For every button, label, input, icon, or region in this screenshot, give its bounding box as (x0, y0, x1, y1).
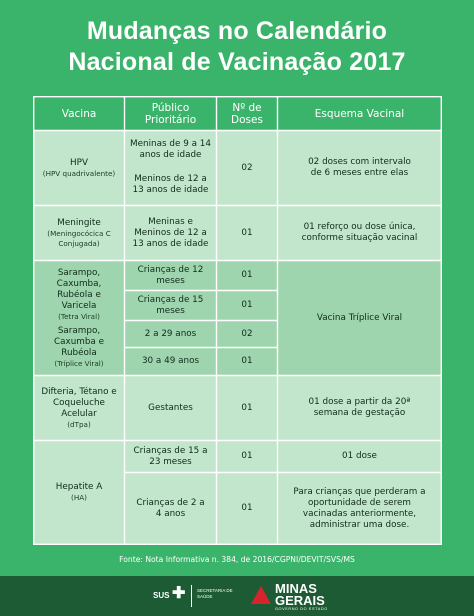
secretaria-logo: SECRETARIA DE SAÚDE (197, 588, 233, 599)
vacina-sub: (HA) (71, 493, 87, 503)
minas-logo (275, 583, 325, 607)
vacina-sub-triplice: (Tríplice Viral) (54, 358, 104, 368)
title-line-2: Nacional de Vacinação 2017 (68, 48, 406, 76)
vacina-triplice (34, 261, 124, 375)
vacina-sub: (Meningocócica C Conjugada) (47, 229, 111, 248)
doses-meningite: 01 (241, 227, 253, 238)
doses-triplice-row: 01 (241, 356, 253, 366)
publico-hpv-meninos: Meninos de 12 a 13 anos de idade (132, 174, 209, 195)
header-vacina: Vacina (61, 107, 97, 120)
esquema-triplice: Vacina Tríplice Viral (316, 312, 403, 323)
publico-triplice-row: 2 a 29 anos (144, 328, 197, 339)
vacina-sub: (dTpa) (67, 419, 91, 429)
doses-dtpa: 01 (241, 402, 253, 413)
minas-triangle-icon (250, 585, 272, 605)
minas-line-2: GERAIS (275, 593, 325, 608)
sus-logo: SUS (153, 591, 170, 600)
logo-divider (191, 585, 192, 607)
header-publico: Público Prioritário (144, 101, 197, 126)
vacina-name: Hepatite A (55, 482, 103, 493)
esquema-dtpa: 01 dose a partir da 20ª semana de gestação (308, 397, 411, 418)
source-note: Fonte: Nota Informativa n. 384, de 2016/CGPNI/DEVIT/SVS/MS (119, 555, 355, 564)
vacina-meningite (34, 206, 124, 260)
publico-hepatite-row: Crianças de 15 a 23 meses (133, 445, 208, 467)
header-doses: Nº de Doses (231, 101, 263, 126)
vacina-hpv (34, 131, 124, 205)
publico-hpv-meninas: Meninas de 9 a 14 anos de idade (130, 139, 211, 160)
logo-bar (0, 576, 474, 616)
vaccination-table (33, 96, 442, 545)
vacina-sub-tetra: (Tetra Viral) (58, 312, 100, 321)
publico-hepatite-row: Crianças de 2 a 4 anos (136, 497, 205, 519)
publico-meningite: Meninas e Meninos de 12 a 13 anos de idade (132, 216, 209, 249)
publico-triplice-row: Crianças de 12 meses (137, 264, 204, 286)
esquema-hepatite-row: Para crianças que perderam a oportunidade de serem vacinadas anteriormente, administrar uma dose. (293, 486, 426, 530)
esquema-meningite: 01 reforço ou dose única, conforme situação vacinal (301, 222, 418, 243)
doses-hepatite-row: 01 (241, 451, 253, 461)
esquema-hpv: 02 doses com intervalo de 6 meses entre elas (308, 157, 411, 178)
doses-hepatite-row: 01 (241, 503, 253, 513)
doses-triplice-row: 02 (241, 328, 253, 339)
governo-label: GOVERNO DO ESTADO (275, 607, 328, 611)
doses-triplice-row: 01 (241, 270, 253, 280)
vacina-name: Meningite (57, 218, 101, 228)
esquema-hepatite-row: 01 dose (342, 451, 377, 461)
minas-line-1: MINAS (275, 581, 317, 596)
vacina-name: HPV (70, 157, 88, 168)
header-esquema: Esquema Vacinal (314, 107, 405, 120)
doses-triplice-row: 01 (241, 300, 253, 310)
vacina-name-triplice: Sarampo, Caxumba e Rubéola (53, 325, 105, 358)
vacina-name: Difteria, Tétano e Coqueluche Acelular (41, 386, 117, 419)
plus-icon: ✚ (172, 585, 186, 602)
title-line-1: Mudanças no Calendário (86, 17, 388, 45)
page-title (0, 16, 474, 78)
vacina-dtpa (34, 376, 124, 440)
publico-dtpa: Gestantes (148, 402, 193, 413)
vacina-sub: (HPV quadrivalente) (42, 168, 116, 178)
vacina-name-tetra: Sarampo, Caxumba, Rubéola e Varicela (56, 268, 102, 311)
publico-triplice-row: Crianças de 15 meses (137, 294, 204, 316)
doses-hpv: 02 (241, 162, 253, 173)
vacina-hepatite (34, 441, 124, 544)
publico-triplice-row: 30 a 49 anos (141, 356, 200, 366)
